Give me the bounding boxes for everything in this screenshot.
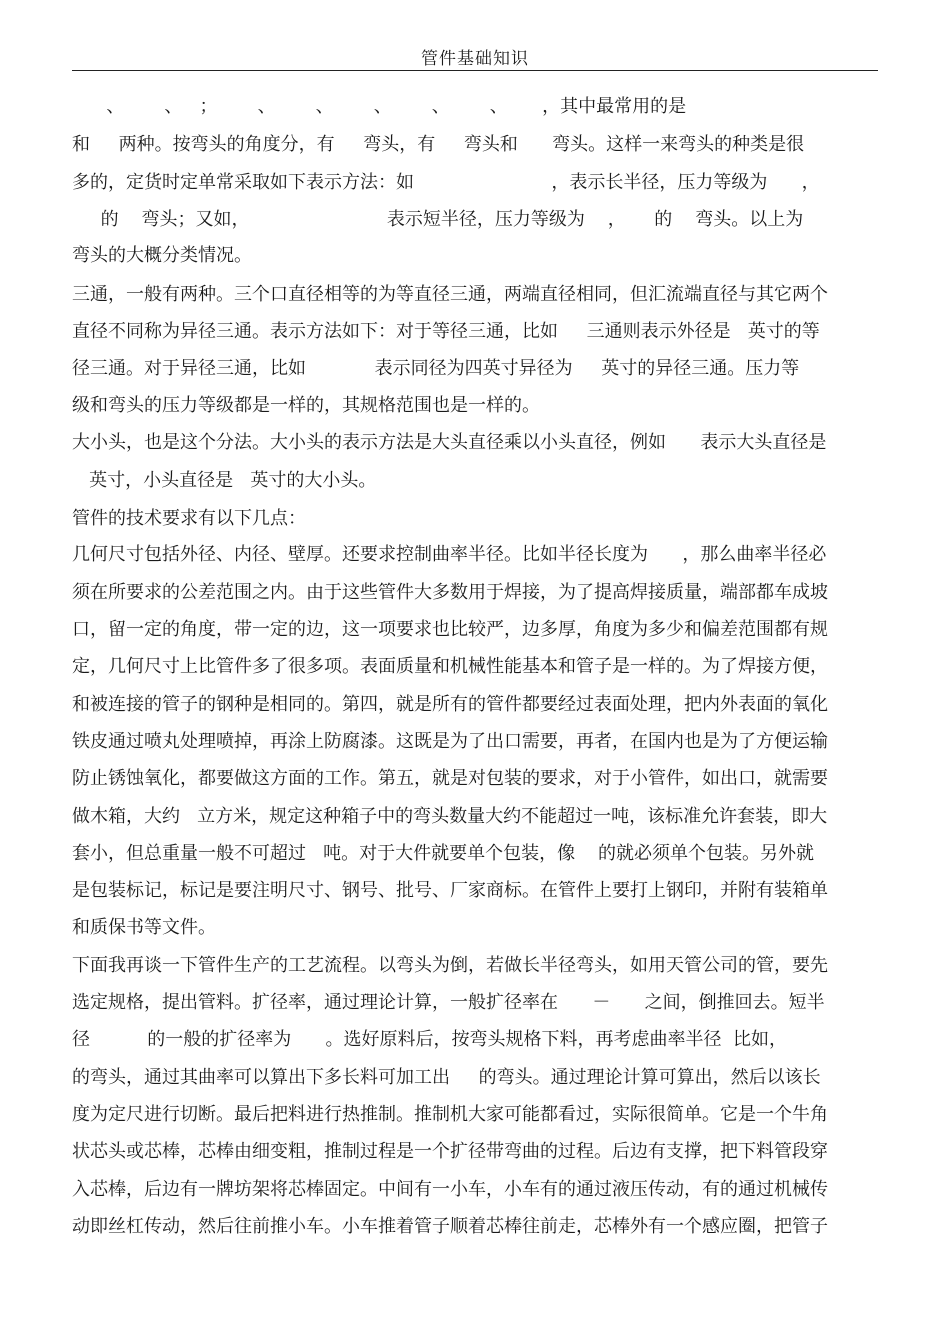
text-line: 弯头的大概分类情况。 — [72, 245, 252, 266]
text-line: 和 两种。按弯头的角度分，有 弯头，有 弯头和 弯头。这样一来弯头的种类是很 — [72, 134, 805, 155]
text-line: 状芯头或芯棒，芯棒由细变粗，推制过程是一个扩径带弯曲的过程。后边有支撑，把下料管段穿 — [72, 1141, 828, 1162]
text-line: 动即丝杠传动，然后往前推小车。小车推着管子顺着芯棒往前走，芯棒外有一个感应圈，把管子 — [72, 1216, 828, 1237]
text-line: 口，留一定的角度，带一定的边，这一项要求也比较严，边多厚，角度为多少和偏差范围都有规 — [72, 619, 828, 640]
text-line: 级和弯头的压力等级都是一样的，其规格范围也是一样的。 — [72, 395, 540, 416]
text-line: 度为定尺进行切断。最后把料进行热推制。推制机大家可能都看过，实际很简单。它是一个牛角 — [72, 1104, 828, 1125]
text-line: 做木箱，大约 立方米，规定这种箱子中的弯头数量大约不能超过一吨，该标准允许套装，即大 — [72, 806, 828, 827]
text-line: 的 弯头；又如， 表示短半径，压力等级为 ， 的 弯头。以上为 — [72, 209, 804, 230]
text-line: 选定规格，提出管料。扩径率，通过理论计算，一般扩径率在 － 之间，倒推回去。短半 — [72, 992, 825, 1013]
text-line: 防止锈蚀氧化，都要做这方面的工作。第五，就是对包装的要求，对于小管件，如出口，就需要 — [72, 768, 828, 789]
text-line: 大小头，也是这个分法。大小头的表示方法是大头直径乘以小头直径，例如 表示大头直径是 — [72, 432, 827, 453]
header-divider — [72, 70, 878, 71]
text-line: 管件的技术要求有以下几点： — [72, 508, 306, 529]
text-line: 入芯棒，后边有一牌坊架将芯棒固定。中间有一小车，小车有的通过液压传动，有的通过机械传 — [72, 1179, 828, 1200]
text-line: 和质保书等文件。 — [72, 917, 216, 938]
text-line: 三通，一般有两种。三个口直径相等的为等直径三通，两端直径相同，但汇流端直径与其它两个 — [72, 284, 828, 305]
text-line: 定，几何尺寸上比管件多了很多项。表面质量和机械性能基本和管子是一样的。为了焊接方便， — [72, 656, 828, 677]
text-line: 、 、 ； 、 、 、 、 、 ，其中最常用的是 — [72, 96, 687, 117]
text-line: 直径不同称为异径三通。表示方法如下：对于等径三通，比如 三通则表示外径是 英寸的等 — [72, 321, 820, 342]
text-line: 是包装标记，标记是要注明尺寸、钢号、批号、厂家商标。在管件上要打上钢印，并附有装箱单 — [72, 880, 828, 901]
text-line: 和被连接的管子的钢种是相同的。第四，就是所有的管件都要经过表面处理，把内外表面的氧化 — [72, 694, 828, 715]
text-line: 铁皮通过喷丸处理喷掉，再涂上防腐漆。这既是为了出口需要，再者，在国内也是为了方便运输 — [72, 731, 828, 752]
text-line: 径 的一般的扩径率为 。选好原料后，按弯头规格下料，再考虑曲率半径 比如， — [72, 1029, 787, 1050]
text-line: 套小，但总重量一般不可超过 吨。对于大件就要单个包装，像 的就必须单个包装。另外就 — [72, 843, 815, 864]
text-line: 多的，定货时定单常采取如下表示方法：如 ，表示长半径，压力等级为 ， — [72, 172, 820, 193]
text-line: 几何尺寸包括外径、内径、壁厚。还要求控制曲率半径。比如半径长度为 ，那么曲率半径必 — [72, 544, 827, 565]
text-line: 径三通。对于异径三通，比如 表示同径为四英寸异径为 英寸的异径三通。压力等 — [72, 358, 800, 379]
text-line: 下面我再谈一下管件生产的工艺流程。以弯头为倒，若做长半径弯头，如用天管公司的管，要先 — [72, 955, 828, 976]
text-line: 须在所要求的公差范围之内。由于这些管件大多数用于焊接，为了提高焊接质量，端部都车成坡 — [72, 582, 828, 603]
text-line: 的弯头，通过其曲率可以算出下多长料可加工出 的弯头。通过理论计算可算出，然后以该长 — [72, 1067, 821, 1088]
text-line: 英寸，小头直径是 英寸的大小头。 — [72, 470, 377, 491]
page-header-title: 管件基础知识 — [421, 49, 529, 69]
